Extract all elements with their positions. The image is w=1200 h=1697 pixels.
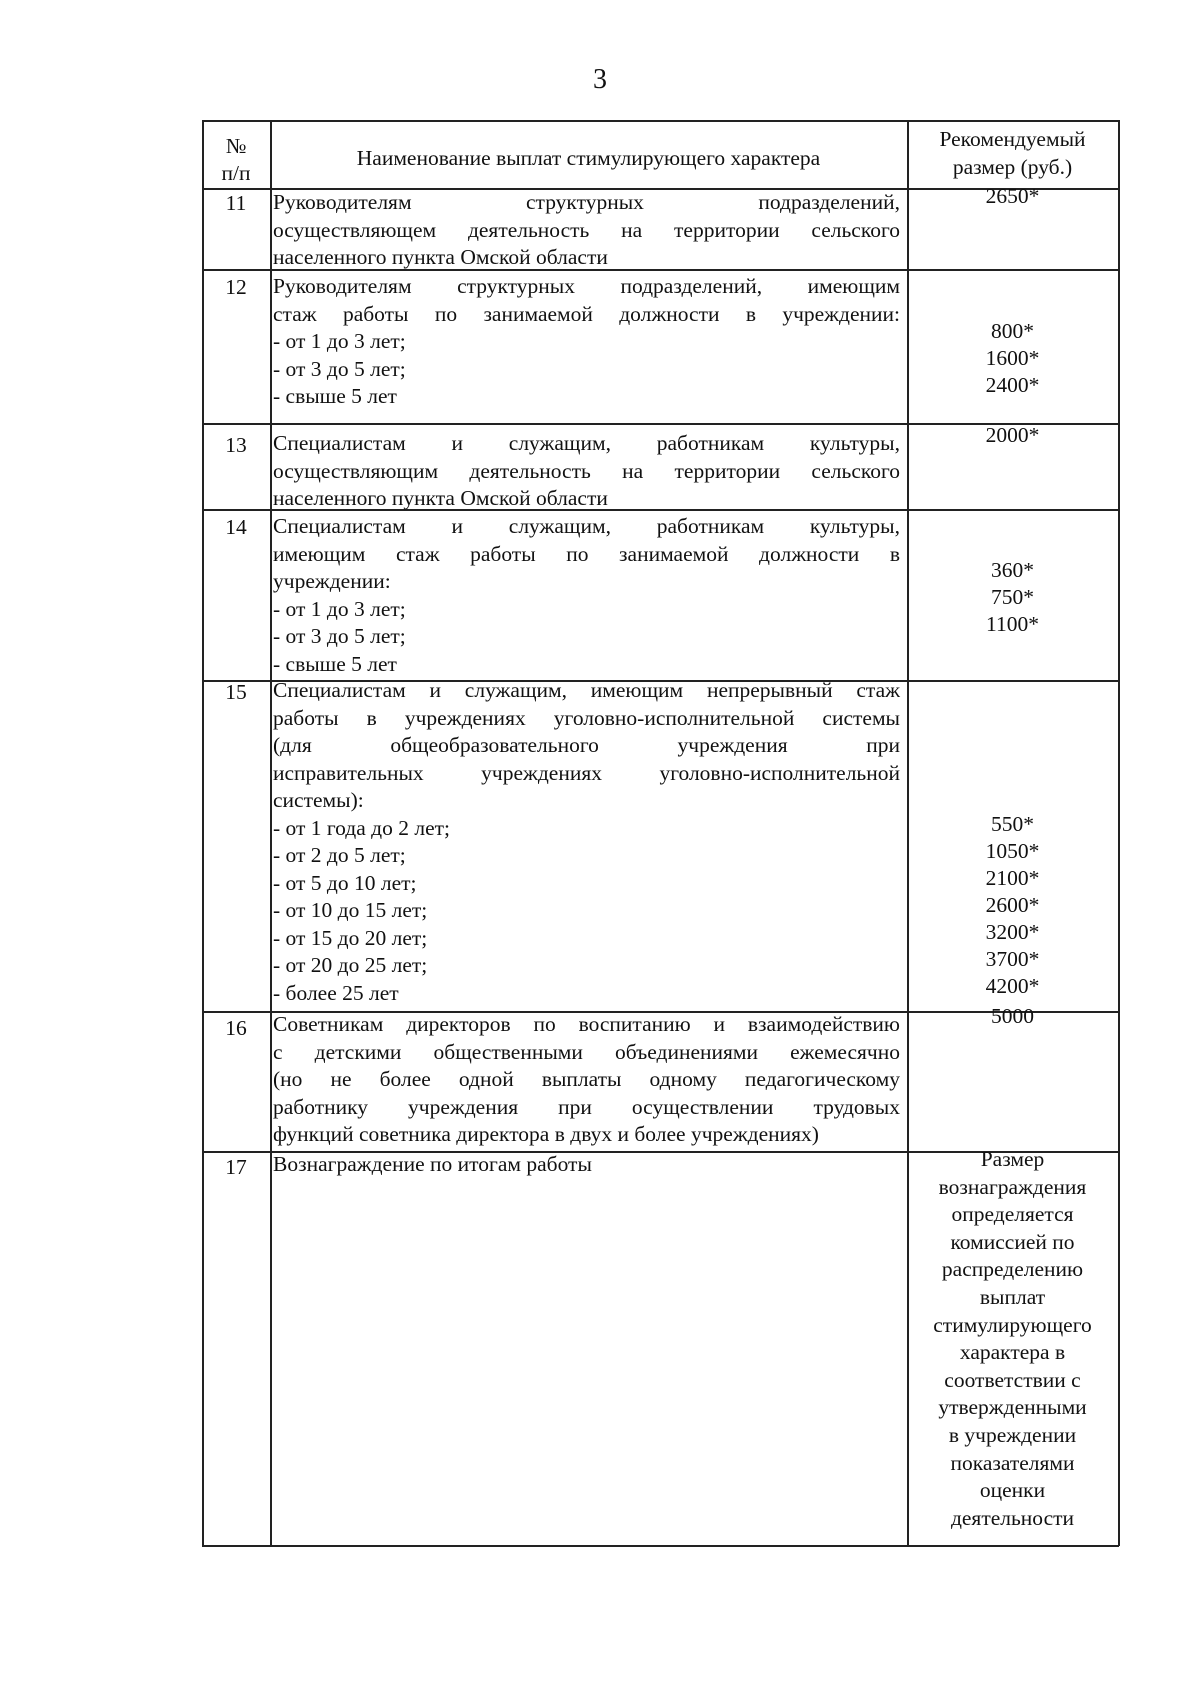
description-line: Специалистам и служащим, работникам культуры, [273,514,900,538]
description-line: с детскими общественными объединениями ежемесячно [273,1039,900,1064]
description-line: Советникам директоров по воспитанию и взаимодействию [273,1012,900,1036]
amount-value: 4200* [985,974,1040,998]
amount-value: 2000* [985,423,1040,447]
amount-value: деятельности [950,1505,1075,1530]
description-line: стаж работы по занимаемой должности в учреждении: [273,301,900,326]
description-line: - свыше 5 лет [273,384,397,408]
description-line: имеющим стаж работы по занимаемой должности в [273,541,900,566]
payment-description [273,513,900,678]
amount-value: 2100* [985,866,1040,890]
description-line: - от 1 до 3 лет; [273,329,406,353]
amount-value: 750* [991,585,1034,609]
payment-description [273,677,900,1007]
amount-value: 1600* [985,346,1040,370]
row-number: 12 [225,275,247,299]
description-line: - от 15 до 20 лет; [273,925,428,950]
amount-value: вознаграждения [938,1174,1087,1199]
amount-value: 3700* [985,947,1040,971]
table-bottom-border [202,1545,1119,1547]
description-line: Специалистам и служащим, имеющим непрерывный стаж [273,678,900,702]
amount-value: показателями [950,1450,1075,1475]
row-number: 17 [225,1155,247,1179]
header-number: № п/п [221,134,251,185]
description-line: осуществляющем деятельность на территории сельского [273,217,900,242]
description-line: Вознаграждение по итогам работы [273,1152,592,1176]
amount-value: 2400* [985,373,1040,397]
payment-amount [907,318,1118,399]
table-left-border [202,120,204,1546]
payment-amount [907,422,1118,449]
description-line: функций советника директора в двух и более учреждениях) [273,1122,819,1146]
row-number: 14 [225,515,247,539]
amount-value: 5000 [991,1004,1034,1028]
description-line: населенного пункта Омской области [273,245,608,269]
row-number: 15 [225,680,247,704]
description-line: исправительных учреждениях уголовно-исполнительной [273,760,900,785]
amount-value: характера в [959,1340,1066,1365]
header-amount: Рекомендуемый размер (руб.) [939,127,1086,179]
payment-description [273,273,900,411]
description-line: - от 3 до 5 лет; [273,356,406,381]
description-line: - от 2 до 5 лет; [273,843,406,867]
page-number: 3 [593,64,607,95]
payment-amount [907,557,1118,638]
description-line: системы): [273,788,364,812]
description-line: Руководителям структурных подразделений, [273,190,900,214]
amount-value: 800* [991,319,1034,343]
description-line: - от 1 года до 2 лет; [273,815,450,840]
payment-amount [907,1146,1118,1532]
payment-description [273,1011,900,1149]
amount-value: 2600* [985,893,1040,917]
table-right-border [1118,120,1120,1546]
description-line: Специалистам и служащим, работникам культуры, [273,431,900,455]
amount-value: в учреждении [948,1422,1077,1447]
description-line: - от 5 до 10 лет; [273,870,417,895]
amount-value: стимулирующего [933,1312,1092,1337]
payment-description [273,189,900,272]
payment-description [273,1151,900,1179]
description-line: работы в учреждениях уголовно-исполнительной системы [273,705,900,730]
description-line: - более 25 лет [273,980,399,1005]
amount-value: комиссией по [950,1229,1075,1254]
payment-amount [907,1003,1118,1030]
amount-value: 360* [991,558,1034,582]
description-line: осуществляющим деятельность на территории сельского [273,458,900,483]
amount-value: оценки [979,1478,1046,1503]
amount-value: выплат [979,1284,1046,1309]
column-divider [270,120,272,1546]
amount-value: распределению [941,1257,1084,1282]
amount-value: 3200* [985,920,1040,944]
amount-value: 550* [991,812,1034,836]
payment-amount [907,183,1118,210]
amount-value: определяется [951,1202,1074,1227]
description-line: - от 10 до 15 лет; [273,898,428,922]
amount-value: Размер [980,1147,1045,1171]
payment-description [273,430,900,513]
amount-value: 1100* [986,612,1039,636]
description-line: - свыше 5 лет [273,651,397,676]
row-number: 13 [225,433,247,457]
amount-value: утвержденными [938,1395,1087,1420]
description-line: - от 1 до 3 лет; [273,596,406,621]
description-line: (для общеобразовательного учреждения при [273,733,900,757]
description-line: населенного пункта Омской области [273,486,608,510]
description-line: (но не более одной выплаты одному педагогическому [273,1067,900,1091]
table-top-border [202,120,1119,122]
amount-value: соответствии с [944,1367,1081,1392]
description-line: учреждении: [273,569,391,593]
payment-amount [907,811,1118,1000]
row-number: 11 [225,191,247,215]
description-line: - от 20 до 25 лет; [273,953,428,977]
amount-value: 2650* [985,184,1040,208]
amount-value: 1050* [985,839,1040,863]
description-line: - от 3 до 5 лет; [273,624,406,648]
description-line: работнику учреждения при осуществлении трудовых [273,1094,900,1119]
header-name: Наименование выплат стимулирующего характера [356,146,821,170]
row-number: 16 [225,1016,247,1040]
description-line: Руководителям структурных подразделений, имеющим [273,274,900,298]
